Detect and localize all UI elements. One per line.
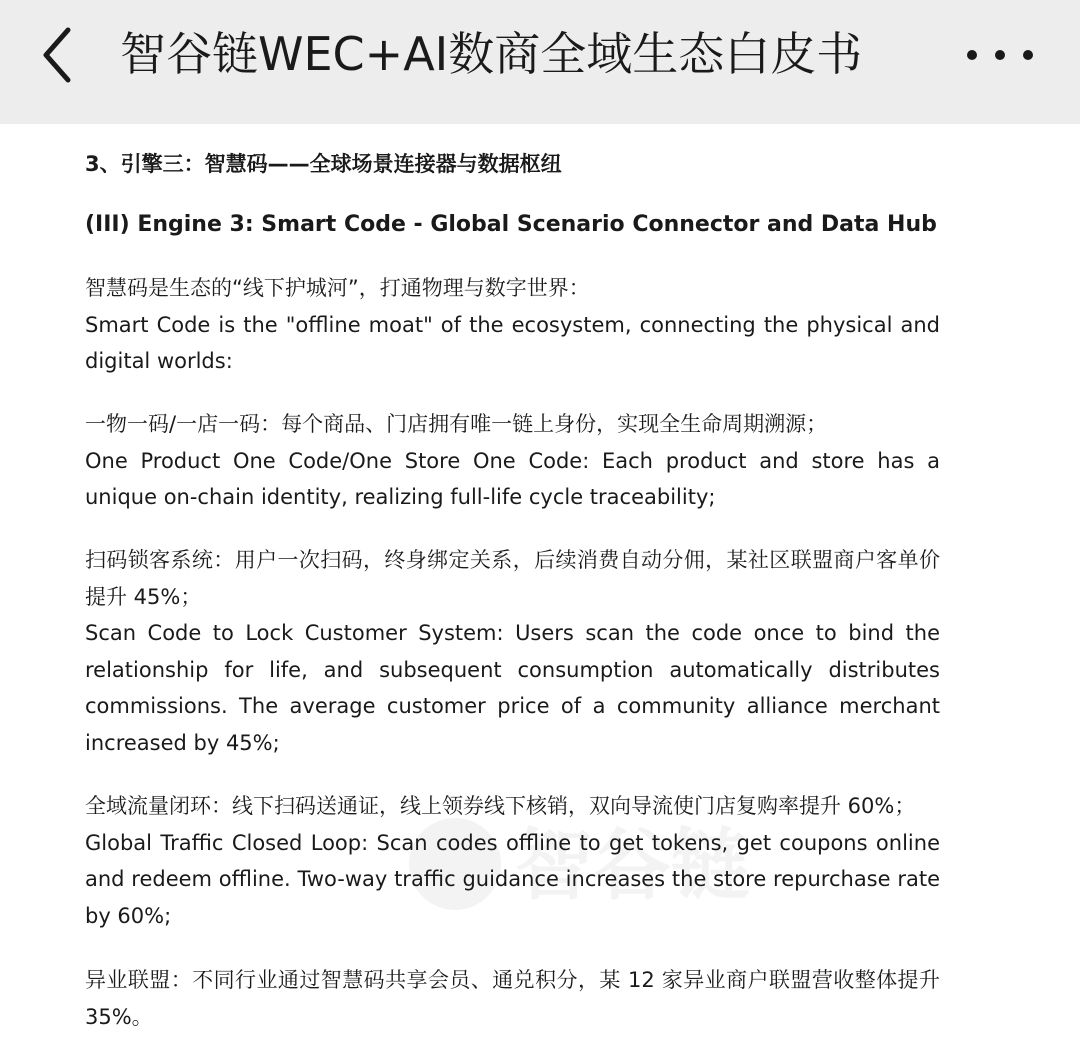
paragraph-en: Global Traffic Closed Loop: Scan codes offline to get tokens, get coupons online and redeem offline. Two-way traffic guidance increases the store repurchase rate by 60%;: [85, 830, 940, 928]
section-heading-en: (III) Engine 3: Smart Code - Global Scenario Connector and Data Hub: [85, 212, 937, 237]
top-navigation-bar: [0, 0, 1080, 124]
paragraph-one-code: [85, 406, 940, 516]
section-heading-cn: 3、引擎三：智慧码——全球场景连接器与数据枢纽: [85, 152, 562, 176]
more-horizontal-icon: [958, 30, 1042, 80]
paragraph-cn: 扫码锁客系统：用户一次扫码，终身绑定关系，后续消费自动分佣，某社区联盟商户客单价提升 45%；: [85, 548, 940, 609]
paragraph-cn: 异业联盟：不同行业通过智慧码共享会员、通兑积分，某 12 家异业商户联盟营收整体提升 35%。: [85, 968, 940, 1029]
paragraph-cn: 智慧码是生态的“线下护城河”，打通物理与数字世界：: [85, 276, 590, 300]
article-content: [85, 124, 940, 1043]
back-button[interactable]: [30, 20, 90, 90]
paragraph-cn: 一物一码/一店一码：每个商品、门店拥有唯一链上身份，实现全生命周期溯源；: [85, 412, 828, 436]
paragraph-en: Smart Code is the "offline moat" of the ecosystem, connecting the physical and digital worlds:: [85, 312, 940, 373]
more-options-button[interactable]: [958, 30, 1042, 80]
paragraph-en: One Product One Code/One Store One Code: Each product and store has a unique on-chain identity, realizing full-life cycle traceability;: [85, 448, 940, 509]
paragraph-intro: [85, 270, 940, 380]
svg-text:智谷链: 智谷链: [515, 821, 750, 911]
paragraph-lock-customer: [85, 542, 940, 761]
chevron-left-icon: [30, 20, 90, 90]
paragraph-alliance: [85, 962, 940, 1035]
page-title: 智谷链WEC+AI数商全域生态白皮书: [120, 27, 863, 81]
paragraph-traffic-loop: [85, 788, 940, 934]
paragraph-cn: 全域流量闭环：线下扫码送通证，线上领券线下核销，双向导流使门店复购率提升 60%；: [85, 794, 916, 818]
paragraph-en: Scan Code to Lock Customer System: Users scan the code once to bind the relationship for life, and subsequent consumption automatically distributes commissions. The average customer price of a community alliance merchant increased by 45%;: [85, 621, 940, 755]
